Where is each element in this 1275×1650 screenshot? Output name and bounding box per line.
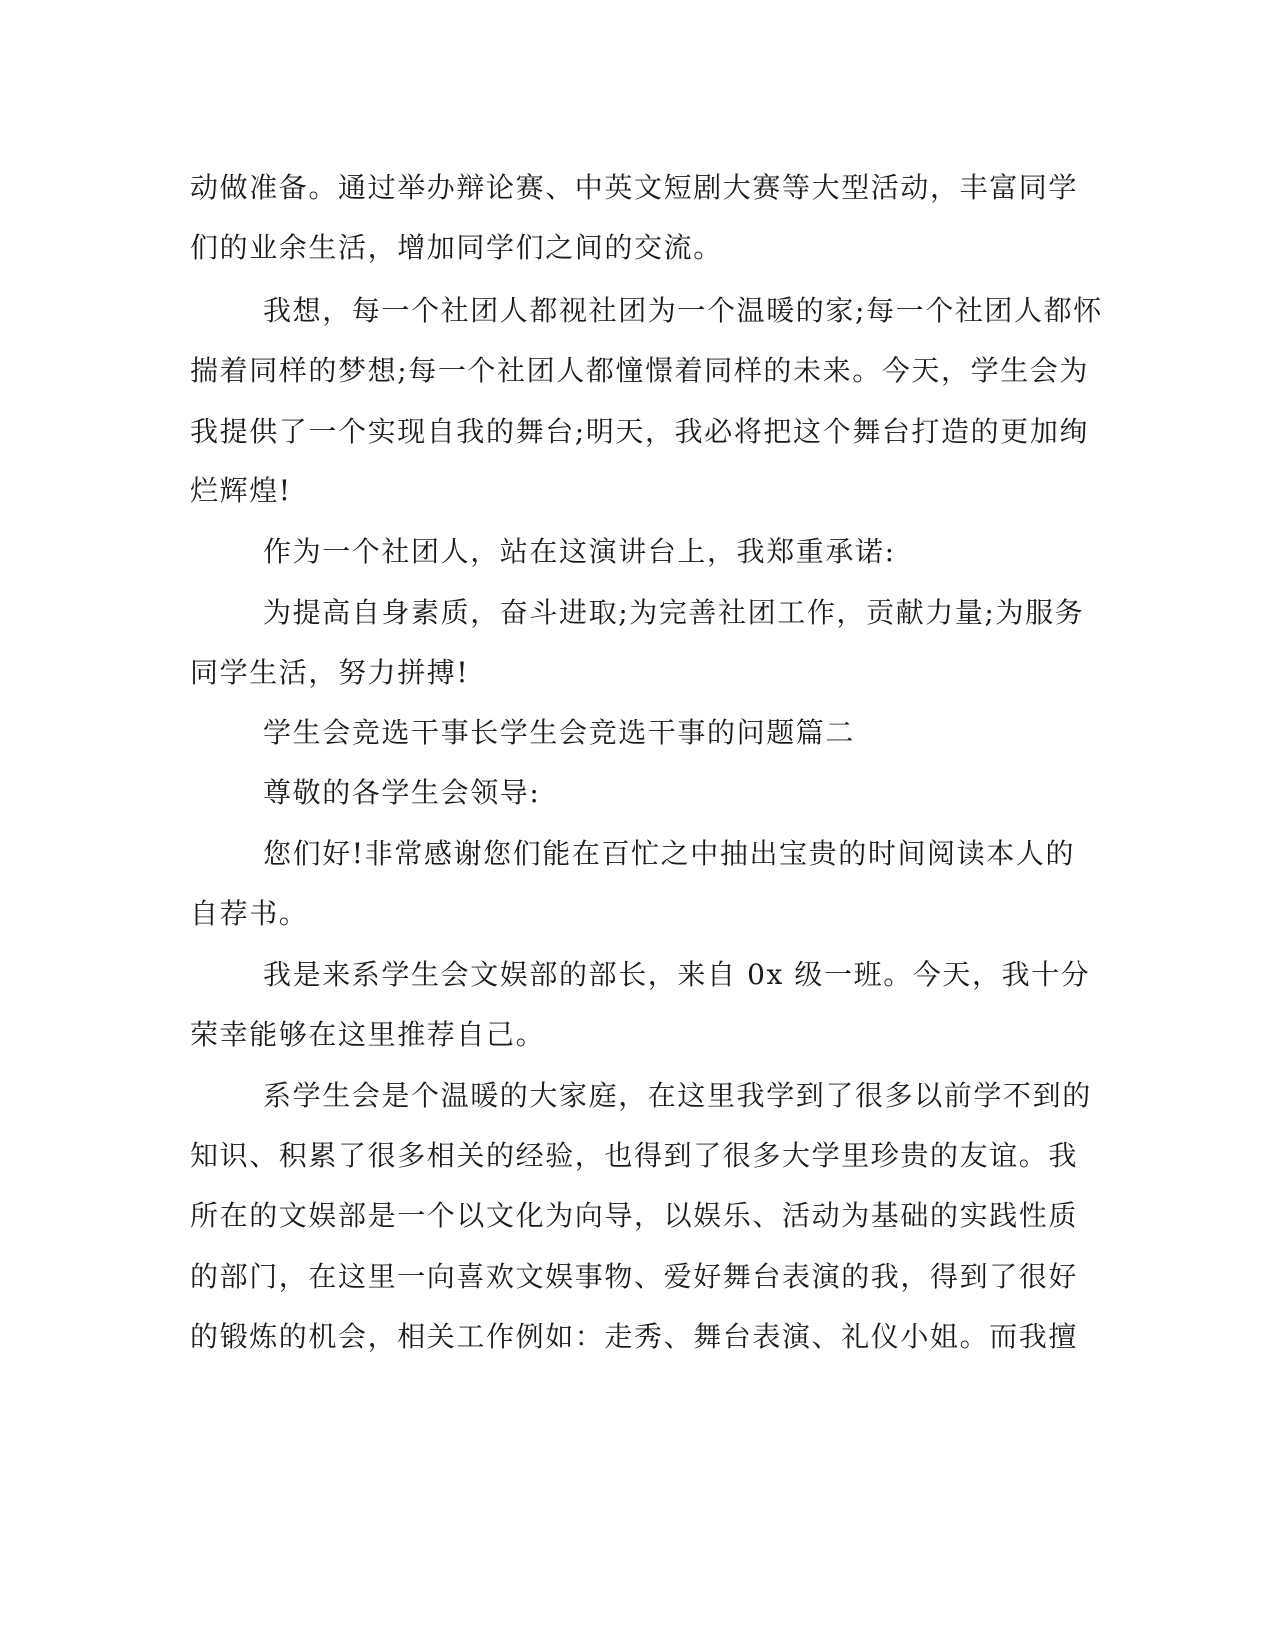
text-line: 作为一个社团人，站在这演讲台上，我郑重承诺:: [263, 535, 896, 568]
text-line: 们的业余生活，增加同学们之间的交流。: [190, 231, 723, 264]
text-line: 您们好!非常感谢您们能在百忙之中抽出宝贵的时间阅读本人的: [263, 837, 1076, 870]
text-line: 同学生活，努力拼搏!: [190, 656, 470, 689]
text-line: 知识、积累了很多相关的经验，也得到了很多大学里珍贵的友谊。我: [190, 1139, 1079, 1172]
text-line: 自荐书。: [190, 897, 309, 930]
text-line: 烂辉煌!: [190, 474, 292, 507]
text-line: 我提供了一个实现自我的舞台;明天，我必将把这个舞台打造的更加绚: [190, 415, 1090, 448]
text-line: 我是来系学生会文娱部的部长，来自 0x 级一班。今天，我十分: [263, 958, 1091, 991]
text-line: 所在的文娱部是一个以文化为向导，以娱乐、活动为基础的实践性质: [190, 1199, 1079, 1232]
text-line: 揣着同样的梦想;每一个社团人都憧憬着同样的未来。今天，学生会为: [190, 354, 1090, 387]
text-line: 动做准备。通过举办辩论赛、中英文短剧大赛等大型活动，丰富同学: [190, 171, 1079, 204]
text-line: 的部门，在这里一向喜欢文娱事物、爱好舞台表演的我，得到了很好: [190, 1260, 1079, 1293]
text-line: 荣幸能够在这里推荐自己。: [190, 1018, 546, 1051]
text-line: 尊敬的各学生会领导:: [263, 776, 541, 809]
text-line: 系学生会是个温暖的大家庭，在这里我学到了很多以前学不到的: [263, 1079, 1092, 1112]
text-line: 我想，每一个社团人都视社团为一个温暖的家;每一个社团人都怀: [263, 294, 1103, 327]
text-line: 的锻炼的机会，相关工作例如：走秀、舞台表演、礼仪小姐。而我擅: [190, 1320, 1079, 1353]
section-heading: 学生会竞选干事长学生会竞选干事的问题篇二: [263, 716, 856, 749]
text-line: 为提高自身素质，奋斗进取;为完善社团工作，贡献力量;为服务: [263, 596, 1085, 629]
